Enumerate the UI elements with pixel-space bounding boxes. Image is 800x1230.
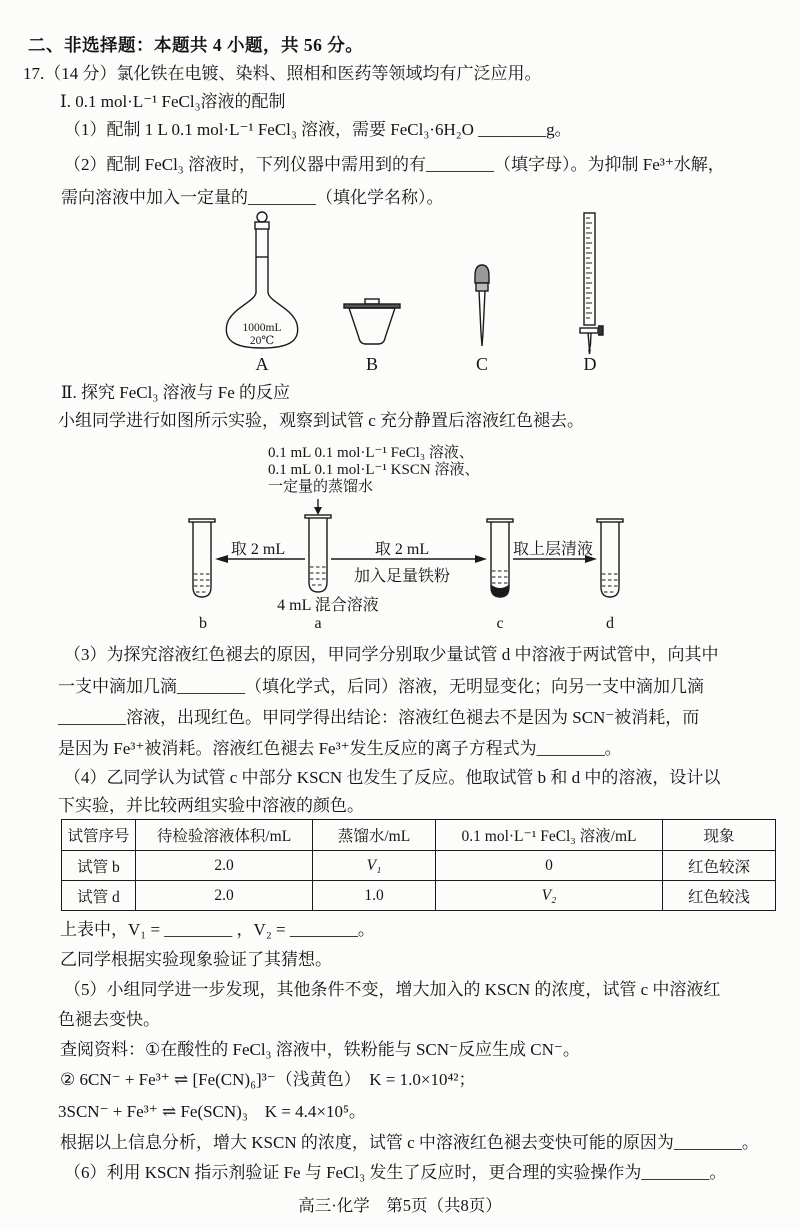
- reagent-line-1: 0.1 mL 0.1 mol·L⁻¹ FeCl₃ 溶液、: [268, 445, 474, 461]
- verify-line: 乙同学根据实验现象验证了其猜想。: [60, 950, 332, 969]
- item-2-line2: 需向溶液中加入一定量的________（填化学名称）。: [61, 188, 444, 207]
- reference-line4: 根据以上信息分析，增大 KSCN 的浓度，试管 c 中溶液红色褪去变快可能的原因为________。: [60, 1133, 759, 1152]
- experiment-table: [61, 819, 776, 911]
- arrow-mid-label: 取 2 mL: [374, 541, 430, 558]
- cell-b-water: V₁: [313, 851, 436, 881]
- question-17-intro: 17.（14 分）氯化铁在电镀、染料、照相和医药等领域均有广泛应用。: [23, 64, 542, 83]
- table-row: [62, 851, 776, 881]
- dropper-icon: [475, 265, 489, 346]
- part2-title: Ⅱ. 探究 FeCl₃ 溶液与 Fe 的反应: [61, 383, 291, 402]
- arrow-mid-sublabel: 加入足量铁粉: [353, 568, 451, 585]
- cell-d-fecl3: V₂: [436, 881, 663, 911]
- v-values-line: 上表中，V₁ = ________ ，V₂ = ________。: [60, 920, 375, 939]
- reagent-line-2: 0.1 mL 0.1 mol·L⁻¹ KSCN 溶液、: [268, 462, 480, 478]
- cell-tube-d: 试管 d: [62, 881, 136, 911]
- burette-icon: [580, 213, 603, 354]
- cell-b-fecl3: 0: [436, 851, 663, 881]
- apparatus-figure: [200, 205, 620, 357]
- test-tube-c-icon: [487, 519, 513, 597]
- item-4-line1: （4）乙同学认为试管 c 中部分 KSCN 也发生了反应。他取试管 b 和 d 中的溶液，设计以: [64, 768, 721, 787]
- item-1-text: （1）配制 1 L 0.1 mol·L⁻¹ FeCl₃ 溶液，需要 FeCl₃·6H₂O ________g。: [64, 120, 572, 139]
- part1-title: Ⅰ. 0.1 mol·L⁻¹ FeCl₃溶液的配制: [60, 92, 286, 111]
- item-4-line2: 下实验，并比较两组实验中溶液的颜色。: [58, 796, 364, 815]
- reagent-line-3: 一定量的蒸馏水: [268, 479, 374, 495]
- arrow-right-label: 取上层清液: [512, 541, 594, 558]
- item-5-line2: 色褪去变快。: [58, 1010, 160, 1029]
- cell-b-sample: 2.0: [136, 851, 313, 881]
- test-tube-b-icon: [189, 519, 215, 597]
- reference-line1: 查阅资料：①在酸性的 FeCl₃ 溶液中，铁粉能与 SCN⁻反应生成 CN⁻。: [60, 1040, 580, 1059]
- test-tube-a-icon: [305, 499, 331, 592]
- apparatus-label-c: C: [475, 354, 489, 374]
- tube-label-a: a: [314, 615, 322, 632]
- tube-label-b: b: [199, 615, 207, 632]
- item-5-line1: （5）小组同学进一步发现，其他条件不变，增大加入的 KSCN 的浓度，试管 c 中溶液红: [64, 980, 721, 999]
- part2-intro: 小组同学进行如图所示实验，观察到试管 c 充分静置后溶液红色褪去。: [58, 411, 585, 430]
- crucible-icon: [344, 299, 400, 344]
- arrow-left-label: 取 2 mL: [230, 541, 286, 558]
- tube-label-d: d: [606, 615, 614, 632]
- section-title: 二、非选择题：本题共 4 小题，共 56 分。: [28, 35, 364, 55]
- apparatus-label-d: D: [583, 354, 597, 374]
- table-header-row: [62, 820, 776, 851]
- cell-tube-b: 试管 b: [62, 851, 136, 881]
- item-6-line: （6）利用 KSCN 指示剂验证 Fe 与 FeCl₃ 发生了反应时，更合理的实验操作为________。: [64, 1163, 727, 1182]
- col-header-phenomenon: 现象: [663, 820, 776, 851]
- item-3-line3: ________溶液，出现红色。甲同学得出结论：溶液红色褪去不是因为 SCN⁻被消耗，而: [58, 708, 700, 727]
- apparatus-label-a: A: [255, 354, 269, 374]
- cell-d-sample: 2.0: [136, 881, 313, 911]
- reference-line2: ② 6CN⁻ + Fe³⁺ ⇌ [Fe(CN)₆]³⁻（浅黄色） K = 1.0×10⁴²；: [60, 1070, 476, 1089]
- item-3-line2: 一支中滴加几滴________（填化学式，后同）溶液，无明显变化；向另一支中滴加几滴: [58, 677, 704, 696]
- item-3-line4: 是因为 Fe³⁺被消耗。溶液红色褪去 Fe³⁺发生反应的离子方程式为________。: [58, 739, 622, 758]
- apparatus-label-b: B: [365, 354, 379, 374]
- cell-d-water: 1.0: [313, 881, 436, 911]
- test-tube-d-icon: [597, 519, 623, 597]
- flask-temp-label: 20℃: [249, 335, 275, 347]
- cell-b-phenomenon: 红色较深: [663, 851, 776, 881]
- reference-line3: 3SCN⁻ + Fe³⁺ ⇌ Fe(SCN)₃ K = 4.4×10⁵。: [58, 1102, 366, 1121]
- page-footer: 高三·化学 第5页（共8页）: [298, 1196, 502, 1215]
- flask-volume-label: 1000mL: [242, 322, 282, 334]
- table-row: [62, 881, 776, 911]
- item-2-line1: （2）配制 FeCl₃ 溶液时，下列仪器中需用到的有________（填字母）。为抑制 Fe³⁺水解，: [64, 155, 725, 174]
- col-header-tube: 试管序号: [62, 820, 136, 851]
- mix-solution-label: 4 mL 混合溶液: [277, 597, 379, 614]
- tube-label-c: c: [496, 615, 504, 632]
- col-header-fecl3: 0.1 mol·L⁻¹ FeCl₃ 溶液/mL: [436, 820, 663, 851]
- cell-d-phenomenon: 红色较浅: [663, 881, 776, 911]
- col-header-sample-volume: 待检验溶液体积/mL: [136, 820, 313, 851]
- col-header-water: 蒸馏水/mL: [313, 820, 436, 851]
- item-3-line1: （3）为探究溶液红色褪去的原因，甲同学分别取少量试管 d 中溶液于两试管中，向其中: [64, 645, 719, 664]
- volumetric-flask-icon: [226, 212, 297, 348]
